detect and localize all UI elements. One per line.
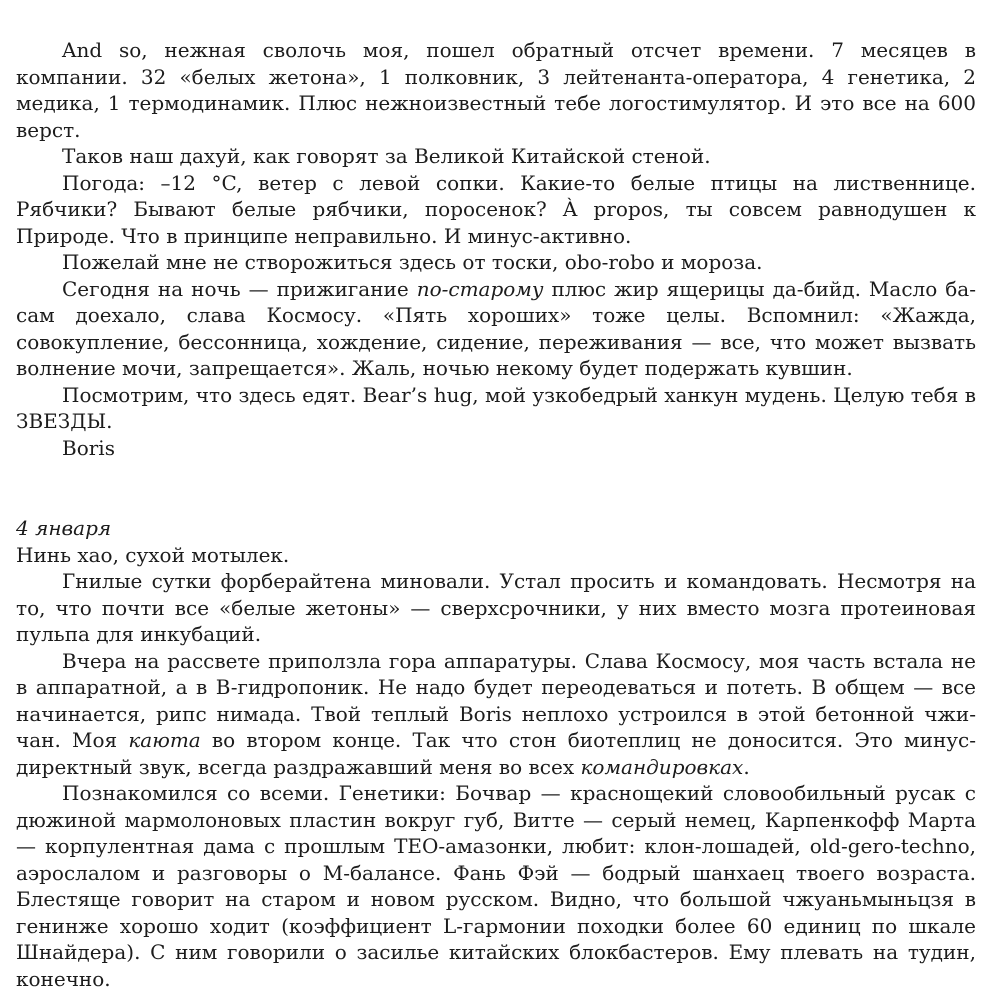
letter1-paragraph-4: Пожелай мне не створожиться здесь от тоски, obo-robo и мороза. — [62, 250, 763, 274]
letter1-signature: Boris — [62, 435, 115, 460]
text-run: Вчера на рассвете приползла гора аппаратуры. Слава Космосу, моя часть встала не в аппаратной, а в B-гидропоник. Не надо будет переодеваться и потеть. В общем — все начинается, рипс нимада. Твой теплый Boris неплохо устроился в этой бетонной чжи-чан. Моя — [16, 648, 976, 752]
letter1-paragraph-2: Таков наш дахуй, как говорят за Великой Китайской стеной. — [62, 144, 711, 168]
emphasis-text: командировках — [580, 754, 744, 779]
section-gap — [16, 461, 976, 515]
letter1-paragraph-6: Посмотрим, что здесь едят. Bear’s hug, мой узкобедрый ханкун мудень. Целую тебя в ЗВЕЗДЫ. — [16, 382, 976, 433]
letter1-paragraph-1: And so, нежная сволочь моя, пошел обратный отсчет времени. 7 месяцев в компании. 32 «белых жетона», 1 полковник, 3 лейтенанта-оператора, 4 генетика, 2 медика, 1 термодинамик. Плюс нежноизвестный тебе логостимулятор. И это все на 600 верст. — [16, 38, 976, 142]
letter1-paragraph-3: Погода: –12 °C, ветер с левой сопки. Какие-то белые птицы на лиственнице. Рябчики? Бывают белые рябчики, поросенок? À propos, ты совсем равнодушен к Природе. Что в принципе неправильно. И минус-активно. — [16, 170, 976, 248]
letter2-paragraph-3: Познакомился со всеми. Генетики: Бочвар — краснощекий словообильный русак с дюжиной мармолоновых пластин вокруг губ, Витте — серый немец, Карпенкофф Марта — корпулентная дама с прошлым ТЕО-амазонки, любит: клон-лошадей, old-gero-techno, аэрослалом и разговоры о M-балансе. Фань Фэй — бодрый шанхаец твоего возраста. Блестяще говорит на старом и новом русском. Видно, что большой чжуаньмыньцзя в генинже хорошо ходит (коэффициент L-гармонии походки более 60 единиц по шкале Шнайдера). С ним говорили о засилье китайских блокбастеров. Ему плевать на тудин, конечно. — [16, 781, 976, 991]
text-run: во втором конце. Так что стон биотеплиц не доносится. Это минус-директный звук, всегда раздражавший меня во всех — [16, 728, 976, 779]
letter1-paragraph-5 — [16, 276, 976, 382]
letter2-paragraph-1: Гнилые сутки форберайтена миновали. Устал просить и командовать. Несмотря на то, что почти все «белые жетоны» — сверхсрочники, у них вместо мозга протеиновая пульпа для инкубаций. — [16, 569, 976, 646]
emphasis-text: по-старому — [416, 276, 544, 301]
document-page — [16, 37, 976, 992]
text-run: плюс жир ящерицы да-бийд. Масло ба-сам доехало, слава Космосу. «Пять хороших» тоже целы. Вспомнил: «Жажда, совокупление, бессонница, хождение, сидение, переживания — все, что может вызвать волнение мочи, запрещается». Жаль, ночью некому будет подержать кувшин. — [16, 276, 976, 380]
salutation: Нинь хао, сухой мотылек. — [16, 542, 290, 567]
emphasis-text: каюта — [128, 728, 201, 752]
text-run: . — [743, 754, 750, 779]
letter2-paragraph-2 — [16, 648, 976, 781]
entry-date: 4 января — [16, 516, 112, 540]
text-run: Сегодня на ночь — прижигание — [62, 276, 417, 301]
